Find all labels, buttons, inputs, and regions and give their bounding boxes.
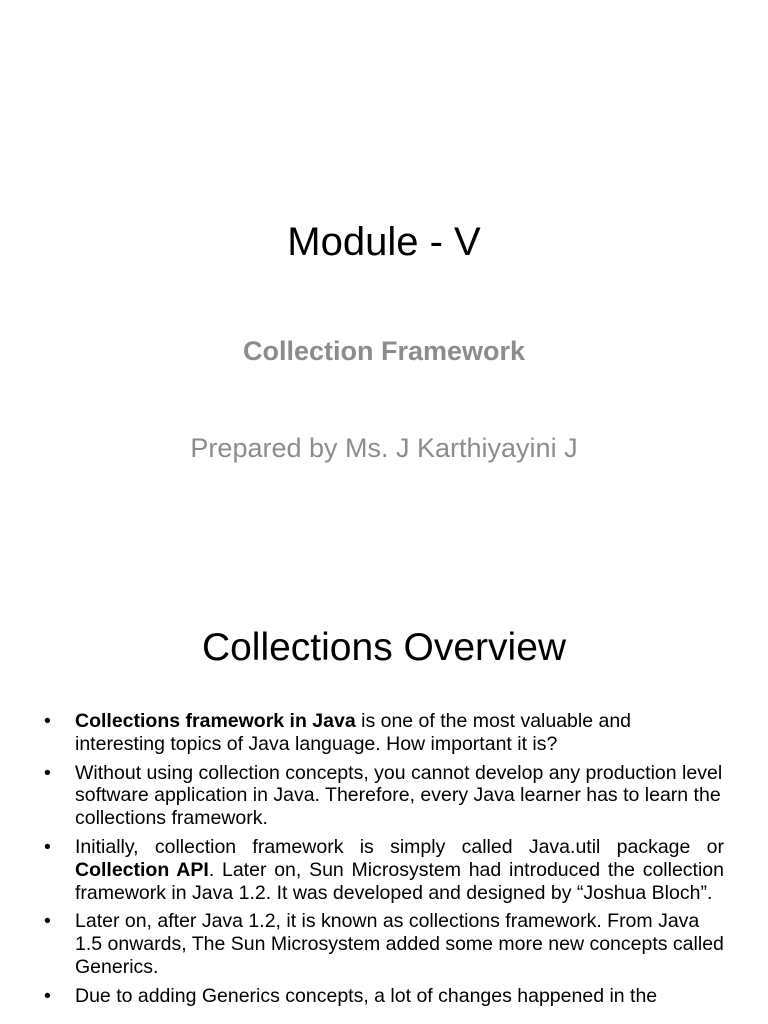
bullet-text: Initially, collection framework is simply called Java.util package or <box>75 835 724 858</box>
bullet-icon: • <box>44 984 51 1007</box>
module-subtitle: Collection Framework <box>242 336 526 366</box>
bullet-text: . Later on, Sun Microsystem had introduced the collection framework in Java 1.2. It was developed and designed by “Joshua Bloch”. <box>75 858 724 904</box>
bullet-bold-text: Collection API <box>75 858 209 881</box>
bullet-text: Due to adding Generics concepts, a lot of changes happened in the <box>75 984 658 1007</box>
overview-slide <box>0 576 768 1024</box>
overview-title: Collections Overview <box>201 626 567 669</box>
module-title: Module - V <box>287 220 481 264</box>
bullet-item <box>44 710 724 756</box>
bullet-item <box>44 910 724 978</box>
bullet-icon: • <box>44 761 51 784</box>
bullet-bold-text: Collections framework in Java <box>75 710 356 732</box>
bullet-icon: • <box>44 710 51 732</box>
bullet-icon: • <box>44 835 51 858</box>
bullet-icon: • <box>44 910 51 933</box>
bullet-list <box>44 710 724 1014</box>
bullet-text: Without using collection concepts, you cannot develop any production level software application in Java. Therefore, every Java learner has to learn the collections framework. <box>75 761 723 830</box>
bullet-text: Later on, after Java 1.2, it is known as collections framework. From Java 1.5 onwards, The Sun Microsystem added some more new concepts called Generics. <box>75 910 724 978</box>
author-line: Prepared by Ms. J Karthiyayini J <box>190 433 578 463</box>
bullet-text: is one of the most valuable and interesting topics of Java language. How important it is? <box>75 710 632 755</box>
bullet-item <box>44 836 724 904</box>
bullet-item <box>44 985 724 1008</box>
bullet-item <box>44 762 724 830</box>
